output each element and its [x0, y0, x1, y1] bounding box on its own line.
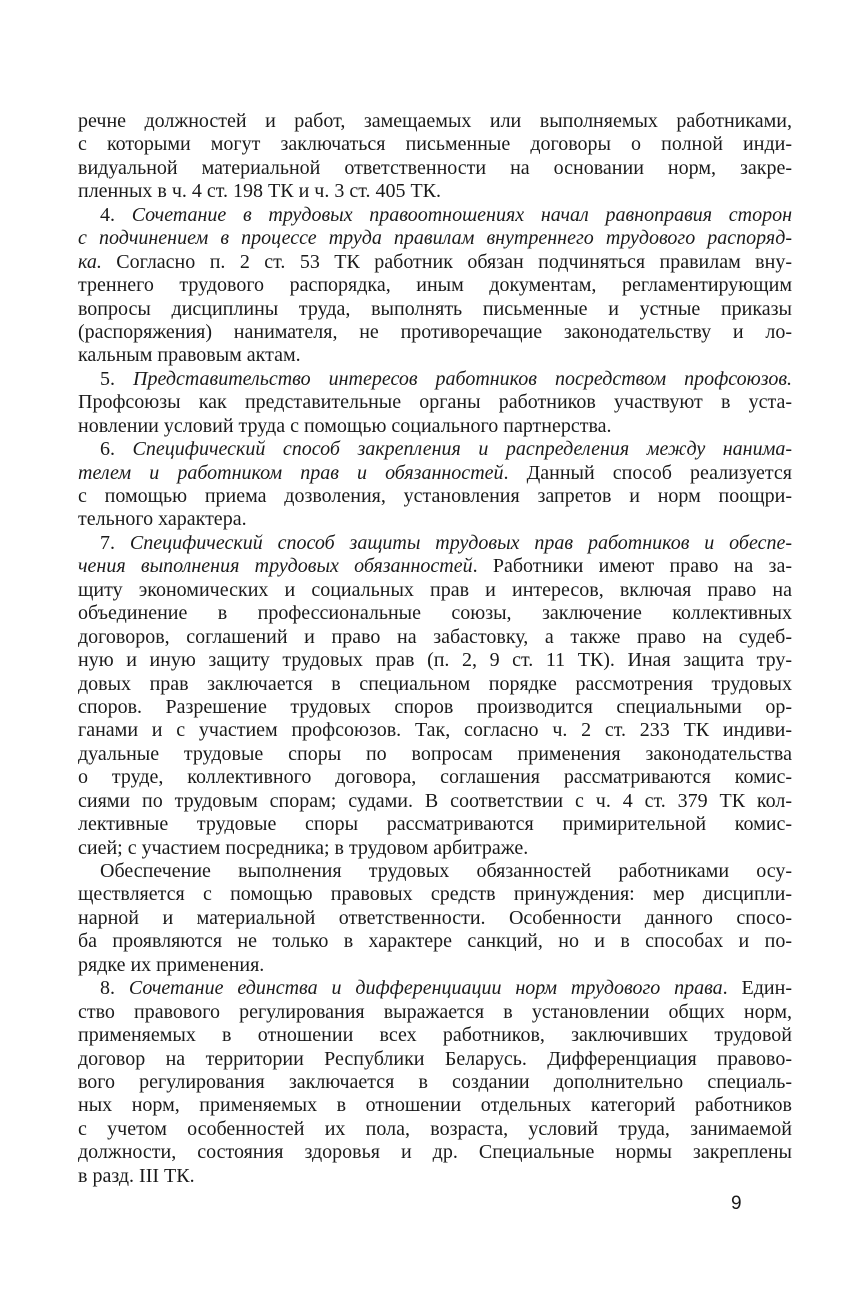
text: с помощью приема дозволения, установления запретов и норм поощри-	[78, 485, 792, 507]
text-line	[78, 251, 792, 274]
italic-text: Сочетание в трудовых правоотношениях начал равноправия сторон	[131, 203, 792, 226]
text: рядке их применения.	[78, 953, 265, 976]
text: (распоряжения) нанимателя, не противоречащие законодательству и ло-	[78, 320, 792, 343]
italic-text: Представительство интересов работников посредством профсоюзов.	[133, 367, 792, 390]
text: применяемых в отношении всех работников, заключивших трудовой	[78, 1024, 792, 1047]
text: нарной и материальной ответственности. Особенности данного спосо-	[78, 906, 792, 929]
text: новлении условий труда с помощью социального партнерства.	[78, 414, 612, 437]
text: 5.	[100, 367, 134, 390]
italic-text: с подчинением в процессе труда правилам внутреннего трудового распоряд-	[78, 227, 792, 250]
text-line	[78, 649, 792, 672]
text-line	[78, 298, 792, 321]
text: видуальной материальной ответственности на основании норм, закре-	[78, 156, 792, 179]
text: ба проявляются не только в характере санкций, но и в способах и по-	[78, 930, 792, 953]
text-line	[78, 485, 792, 508]
text: договор на территории Республики Беларусь. Дифференциация правово-	[78, 1047, 792, 1070]
text: . Данный способ реализуется	[503, 461, 792, 484]
text-line	[78, 743, 792, 766]
text: речне должностей и работ, замещаемых или выполняемых работниками,	[78, 110, 792, 132]
italic-text: телем и работником прав и обязанностей	[78, 461, 504, 484]
text-line	[78, 462, 792, 485]
text-line	[78, 696, 792, 719]
text: объединение в профессиональные союзы, заключение коллективных	[78, 602, 792, 625]
text: ство правового регулирования выражается в установлении общих норм,	[78, 1000, 792, 1023]
text: вого регулирования заключается в создании дополнительно специаль-	[78, 1070, 792, 1093]
text-line	[78, 1001, 792, 1024]
text: довых прав заключается в специальном порядке рассмотрения трудовых	[78, 672, 792, 695]
text: кальным правовым актам.	[78, 344, 301, 367]
text: с которыми могут заключаться письменные договоры о полной инди-	[78, 133, 792, 156]
text-line	[78, 227, 792, 250]
text: сиями по трудовым спорам; судами. В соответствии с ч. 4 ст. 379 ТК кол-	[78, 789, 792, 812]
text-line	[78, 837, 792, 860]
italic-text: Сочетание единства и дифференциации норм трудового права	[128, 977, 723, 1000]
text-line	[78, 579, 792, 602]
text-line	[78, 602, 792, 625]
text: щиту экономических и социальных прав и интересов, включая право на	[78, 578, 792, 601]
text-line	[78, 790, 792, 813]
text-line	[78, 1071, 792, 1094]
text: должности, состояния здоровья и др. Специальные нормы закреплены	[78, 1141, 792, 1164]
text-line	[78, 110, 792, 133]
text-line	[78, 954, 792, 977]
text-line	[78, 368, 792, 391]
text: ную и иную защиту трудовых прав (п. 2, 9 ст. 11 ТК). Иная защита тру-	[78, 649, 792, 672]
text: ганами и с участием профсоюзов. Так, согласно ч. 2 ст. 233 ТК индиви-	[78, 719, 792, 742]
text-line	[78, 555, 792, 578]
text-line	[78, 907, 792, 930]
text-line	[78, 180, 792, 203]
italic-text: ка.	[78, 250, 102, 273]
text-line	[78, 344, 792, 367]
text: 7.	[100, 531, 130, 554]
italic-text: Специфический способ защиты трудовых прав работников и обеспе-	[129, 531, 792, 554]
text: треннего трудового распорядка, иным документам, регламентирующим	[78, 274, 792, 297]
text-line	[78, 1165, 792, 1188]
text: ществляется с помощью правовых средств принуждения: мер дисципли-	[78, 883, 792, 906]
text: лективные трудовые споры рассматриваются примирительной комис-	[78, 813, 792, 836]
text-line	[78, 391, 792, 414]
text: 4.	[100, 203, 132, 226]
text: споров. Разрешение трудовых споров производится специальными ор-	[78, 695, 792, 718]
text: сией; с участием посредника; в трудовом арбитраже.	[78, 836, 529, 859]
text-line	[78, 274, 792, 297]
text: Обеспечение выполнения трудовых обязанностей работниками осу-	[100, 860, 792, 882]
text-line	[78, 883, 792, 906]
text-line	[78, 813, 792, 836]
text-line	[78, 977, 792, 1000]
text: Согласно п. 2 ст. 53 ТК работник обязан подчиняться правилам вну-	[101, 250, 792, 273]
text: . Работники имеют право на за-	[472, 555, 792, 578]
text: 8.	[100, 977, 129, 1000]
text-line	[78, 415, 792, 438]
text-line	[78, 930, 792, 953]
text-line	[78, 508, 792, 531]
text-line	[78, 1024, 792, 1047]
text-line	[78, 1048, 792, 1071]
text-line	[78, 1094, 792, 1117]
page-body-text	[78, 110, 792, 1188]
italic-text: Специфический способ закрепления и распределения между нанима-	[132, 438, 793, 461]
text-line	[78, 1118, 792, 1141]
text: о труде, коллективного договора, соглашения рассматриваются комис-	[78, 766, 792, 789]
text-line	[78, 321, 792, 344]
text-line	[78, 719, 792, 742]
text: . Един-	[722, 977, 792, 1000]
text-line	[78, 204, 792, 227]
text: с учетом особенностей их пола, возраста, условий труда, занимаемой	[78, 1117, 792, 1140]
text-line	[78, 860, 792, 883]
text: тельного характера.	[78, 508, 247, 531]
text-line	[78, 626, 792, 649]
text: Профсоюзы как представительные органы работников участвуют в уста-	[78, 391, 792, 414]
text: договоров, соглашений и право на забастовку, а также право на судеб-	[78, 625, 792, 648]
italic-text: чения выполнения трудовых обязанностей	[78, 555, 473, 578]
text-line	[78, 1141, 792, 1164]
text-line	[78, 438, 792, 461]
page-number: 9	[731, 1193, 742, 1214]
text-line	[78, 766, 792, 789]
text: в разд. III ТК.	[78, 1164, 195, 1187]
text: 6.	[100, 438, 133, 461]
text-line	[78, 673, 792, 696]
text-line	[78, 157, 792, 180]
text: ных норм, применяемых в отношении отдельных категорий работников	[78, 1094, 792, 1117]
text: вопросы дисциплины труда, выполнять письменные и устные приказы	[78, 297, 792, 320]
text-line	[78, 133, 792, 156]
text-line	[78, 532, 792, 555]
text: дуальные трудовые споры по вопросам применения законодательства	[78, 742, 792, 765]
text: пленных в ч. 4 ст. 198 ТК и ч. 3 ст. 405 ТК.	[78, 180, 442, 203]
